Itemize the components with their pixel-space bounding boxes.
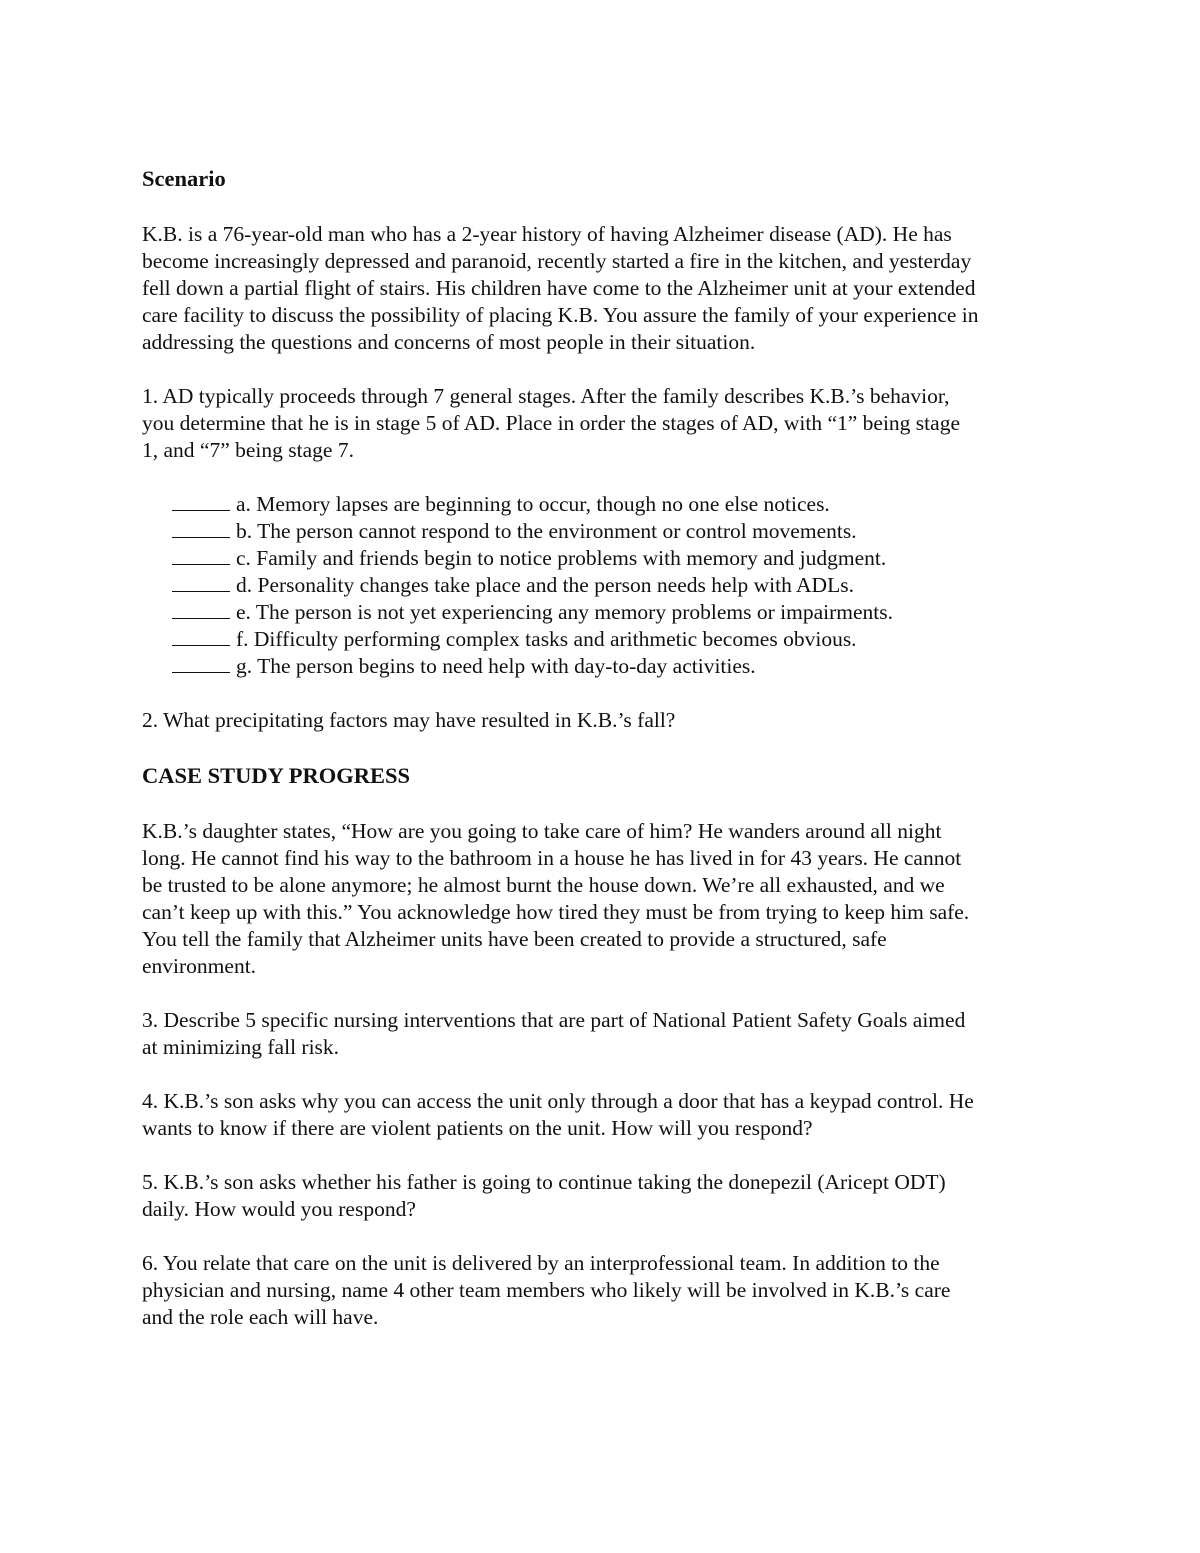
scenario-text: K.B. is a 76-year-old man who has a 2-year history of having Alzheimer disease (AD). He has become increasingly depressed and paranoid, recently started a fire in the kitchen, and yesterday fell down a partial flight of stairs. His children have come to the Alzheimer unit at your extended care facility to discuss the possibility of placing K.B. You assure the family of your experience in addressing the questions and concerns of most people in their situation.	[142, 222, 979, 354]
question-5-text: 5. K.B.’s son asks whether his father is going to continue taking the donepezil (Aricept ODT) daily. How would you respond?	[142, 1170, 946, 1221]
case-study-progress-heading: CASE STUDY PROGRESS	[142, 763, 410, 788]
stage-option-g: g. The person begins to need help with day-to-day activities.	[172, 653, 1072, 680]
progress-text: K.B.’s daughter states, “How are you going to take care of him? He wanders around all night long. He cannot find his way to the bathroom in a house he has lived in for 43 years. He cannot be trusted to be alone anymore; he almost burnt the house down. We’re all exhausted, and we can’t keep up with this.” You acknowledge how tired they must be from trying to keep him safe. You tell the family that Alzheimer units have been created to provide a structured, safe environment.	[142, 819, 970, 978]
answer-blank[interactable]	[172, 599, 230, 619]
answer-blank[interactable]	[172, 653, 230, 673]
stage-option-c: c. Family and friends begin to notice problems with memory and judgment.	[172, 545, 1072, 572]
question-1-text: 1. AD typically proceeds through 7 general stages. After the family describes K.B.’s behavior, you determine that he is in stage 5 of AD. Place in order the stages of AD, with “1” being stage 1, and “7” being stage 7.	[142, 384, 960, 462]
question-3-text: 3. Describe 5 specific nursing interventions that are part of National Patient Safety Goals aimed at minimizing fall risk.	[142, 1008, 966, 1059]
question-6-text: 6. You relate that care on the unit is delivered by an interprofessional team. In addition to the physician and nursing, name 4 other team members who likely will be involved in K.B.’s care and the role each will have.	[142, 1251, 951, 1329]
stage-option-a: a. Memory lapses are beginning to occur, though no one else notices.	[172, 491, 1072, 518]
answer-blank[interactable]	[172, 518, 230, 538]
stage-option-f: f. Difficulty performing complex tasks and arithmetic becomes obvious.	[172, 626, 1072, 653]
answer-blank[interactable]	[172, 545, 230, 565]
answer-blank[interactable]	[172, 491, 230, 511]
stage-option-b: b. The person cannot respond to the environment or control movements.	[172, 518, 1072, 545]
question-4-text: 4. K.B.’s son asks why you can access the unit only through a door that has a keypad control. He wants to know if there are violent patients on the unit. How will you respond?	[142, 1089, 974, 1140]
answer-blank[interactable]	[172, 626, 230, 646]
document-page	[142, 164, 1072, 1331]
stage-options-list	[142, 491, 1072, 680]
stage-option-e: e. The person is not yet experiencing any memory problems or impairments.	[172, 599, 1072, 626]
question-2-text: 2. What precipitating factors may have resulted in K.B.’s fall?	[142, 708, 676, 732]
answer-blank[interactable]	[172, 572, 230, 592]
stage-option-d: d. Personality changes take place and the person needs help with ADLs.	[172, 572, 1072, 599]
scenario-heading: Scenario	[142, 166, 226, 191]
